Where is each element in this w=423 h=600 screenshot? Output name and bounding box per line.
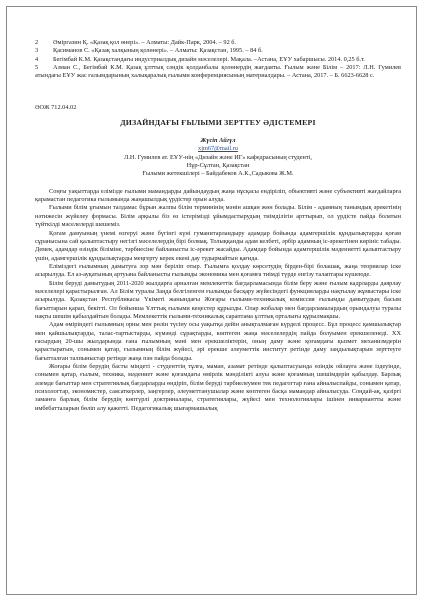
- document-page: [6, 6, 417, 595]
- reference-item: [35, 47, 401, 55]
- body-paragraph: Қоғам дамуының үнемі өзгеруі және бүгінгі күні гуманитарландыру адамдар бойында адамгершілік құндылықтарды қоғам сұранысына сай қалыптастыру негізгі мәселелердің бірі болмақ. Толыққанды адам келбеті, әрбір адамның іс-әрекетінен көрініс табады. Демек, адамдар өзіндік біліміне, тәрбиесіне байланысты іс-әрекет жасайды. Адамдар бойында адамгершілік мәдениетті қалыптастыру үшін, адамгершілік құндылықтарды меңгерту керек екені дау тудырмайтын қағида.: [35, 229, 401, 262]
- affiliation-location: Нұр-Сұлтан, Қазақстан: [186, 162, 250, 170]
- body-paragraph: Ғылыми білім ұғымын талдамас бұрын жалпы білім терминінің мәнін ашқан жөн болады. Білім - адамның танымдық әрекетінің нәтижесін жүйелеу формасы. Білім арқылы біз өз істеріміздi ұйымдастырудың тиімділігін арттырып, ол үрдісте пайда болатын түйткілді мәселелерді шешеміз.: [35, 204, 401, 229]
- references-list: [35, 39, 401, 81]
- body-paragraph: Жоғары білім берудің басты міндеті - студенттің тұлға, маман, азамат ретінде қалыптасуында өзіндік ойлауға және іздеуінде, сонымен қатар, ғылым, техника, мәдениет және қоғамдағы өмірлік мәнділікті алуы және қоғамның шешімдерін қабылдау. Барлық әлемде бағыттар мен стратегиялық бағдарларды өндіріп, білім беруді тарбиелеумен тек педагогтар ғана айналыспайды, сонымен қатар, психологтар, экономистер, саясаткерлер, заңгерлер, әлеуметтанушылар және көптеген басқа мамандар айналысуда. Соңдай-ақ, қазіргі заманға барлық білім берудің көптүрлі доктриналары, стратегиялары, жүйесі мен технологиялары ішінен инвариантты және имбебатталарын бөліп алу қажетті. Педагогикалық шығармашылық: [35, 363, 401, 412]
- author-name: Жүсіп Айгүл: [200, 137, 236, 145]
- reference-text: Әміргазин Қ. «Қазақ қол өнері». – Алматы: Дайк-Парк, 2004. – 92 б.: [53, 39, 237, 46]
- reference-item: [35, 39, 401, 47]
- reference-text: Азмаи С., Бегімбай К.М. Қазақ ұлттық сәндік қолданбалы қолөнердің жағдаяты. Ғылым және Білім – 2017: Л.Н. Гумилев атындағы ЕҰУ жас ғалымдарының халықаралық ғылыми конференциясының материалдары. – Астана, 2017. – Б. 6623-6628 с.: [35, 64, 401, 80]
- reference-text: Бегімбай К.М. Қазақстандағы индустриалдық дизайн мәселелері. Мақала. –Астана, ЕҰУ хабаршысы. 2014. 0,25 б.т.: [53, 55, 365, 63]
- article-body: [35, 188, 401, 413]
- body-paragraph: Білім беруді дамытудың 2011-2020 жылдарға арналған мемлекеттік бағдарламасында білім беру және ғылым кадрларды даярлау мәселелері қарастырылған. Ал Білім туралы Заңда белгіленген ғылымды басқару жүйесіндегі функцияларды нақтылау жұмыстары іске асырылуда. Қазақстан Республикасы Үкіметі жанындағы Жоғары ғылыми-техникалық комиссия ғылымды дамытудың басым бағыттарын қарап, бекітті. Ол бойынша Ұлттық ғылыми кеңестер құрылды. Олар жобалар мен бағдарламалардың орындалуы туралы нақты шешім қабылдайтын болады. Мемлекеттік ғылыми-техникалық сараптама ұлттық орталығы құрылмақшы.: [35, 279, 401, 320]
- reference-item: [35, 64, 401, 81]
- author-email-line: [35, 145, 401, 153]
- reference-number: 3: [35, 47, 39, 55]
- affiliation-line: Л.Н. Гумилев ат. ЕҰУ-нің «Дизайн және ИГ» кафедрасының студенті,: [124, 153, 312, 161]
- article-title: ДИЗАЙНДАҒЫ ҒЫЛЫМИ ЗЕРТТЕУ ӘДІСТЕМЕРІ: [120, 118, 316, 128]
- author-email-link[interactable]: xjm67@mail.ru: [198, 145, 238, 153]
- reference-number: 4: [35, 55, 39, 63]
- reference-number: 2: [35, 39, 39, 46]
- udc-code: ӘОЖ 712.04.02: [35, 103, 77, 111]
- body-paragraph: Соңғы уақыттарда елімізде ғылыми мамандарды дайындаудың жаңа нұсқасы ендіріліп, объективті және субъективті жағдайларға қарамастан педагогика ғылымында жаңашылдық үрдістер орын алуда.: [35, 187, 401, 204]
- page-content: [35, 39, 401, 413]
- body-paragraph: Еліміздегі ғылымның дамытуға зор мән беріліп отыр. Ғылымға қолдау көрсетудің бірден-бірі болашақ, жаңа теориялар іске асырылуда. Ел аз-ауқатының артуына байланысты ғылымды экономика мен қоғамға тиімді түрде енгізу талаптары күшеюде.: [35, 262, 401, 279]
- supervisors-line: Ғылыми жетекшілері – Байдабеков А.К.,Садыкова Ж.М.: [142, 170, 294, 178]
- reference-text: Қасиманов С. «Қазақ халқының қолөнері». – Алматы: Қазақстан, 1995. – 84 б.: [53, 47, 263, 55]
- body-paragraph: Адам өміріндегі ғылымның орны мен рөлін түсіну осы уақытқа дейін анықталмаған күрделі процесс. Бұл процесс қамшылықтар мен қайшылықтарды, талас-тартыстарды, күмәнді сұрақтарды, көптеген жаңа мәселелердің пайда болуымен ерекшеленеді. XX ғасырдың 20-шы жылдарында ғана ғылымның мәні мен ерекшеліктерін, оның даму және қоғамдағы қызмет механизмдерін қарастыратын, сонымен қатар, ғылымның білім жүйесі, әрі ерекше әлеуметтік институт ретінде даму заңдылықтарын зерттеуге бағытталған талпыныстар ретінде жаңа пән пайда болады.: [35, 321, 401, 362]
- reference-number: 5: [35, 64, 39, 72]
- reference-item: [35, 56, 401, 64]
